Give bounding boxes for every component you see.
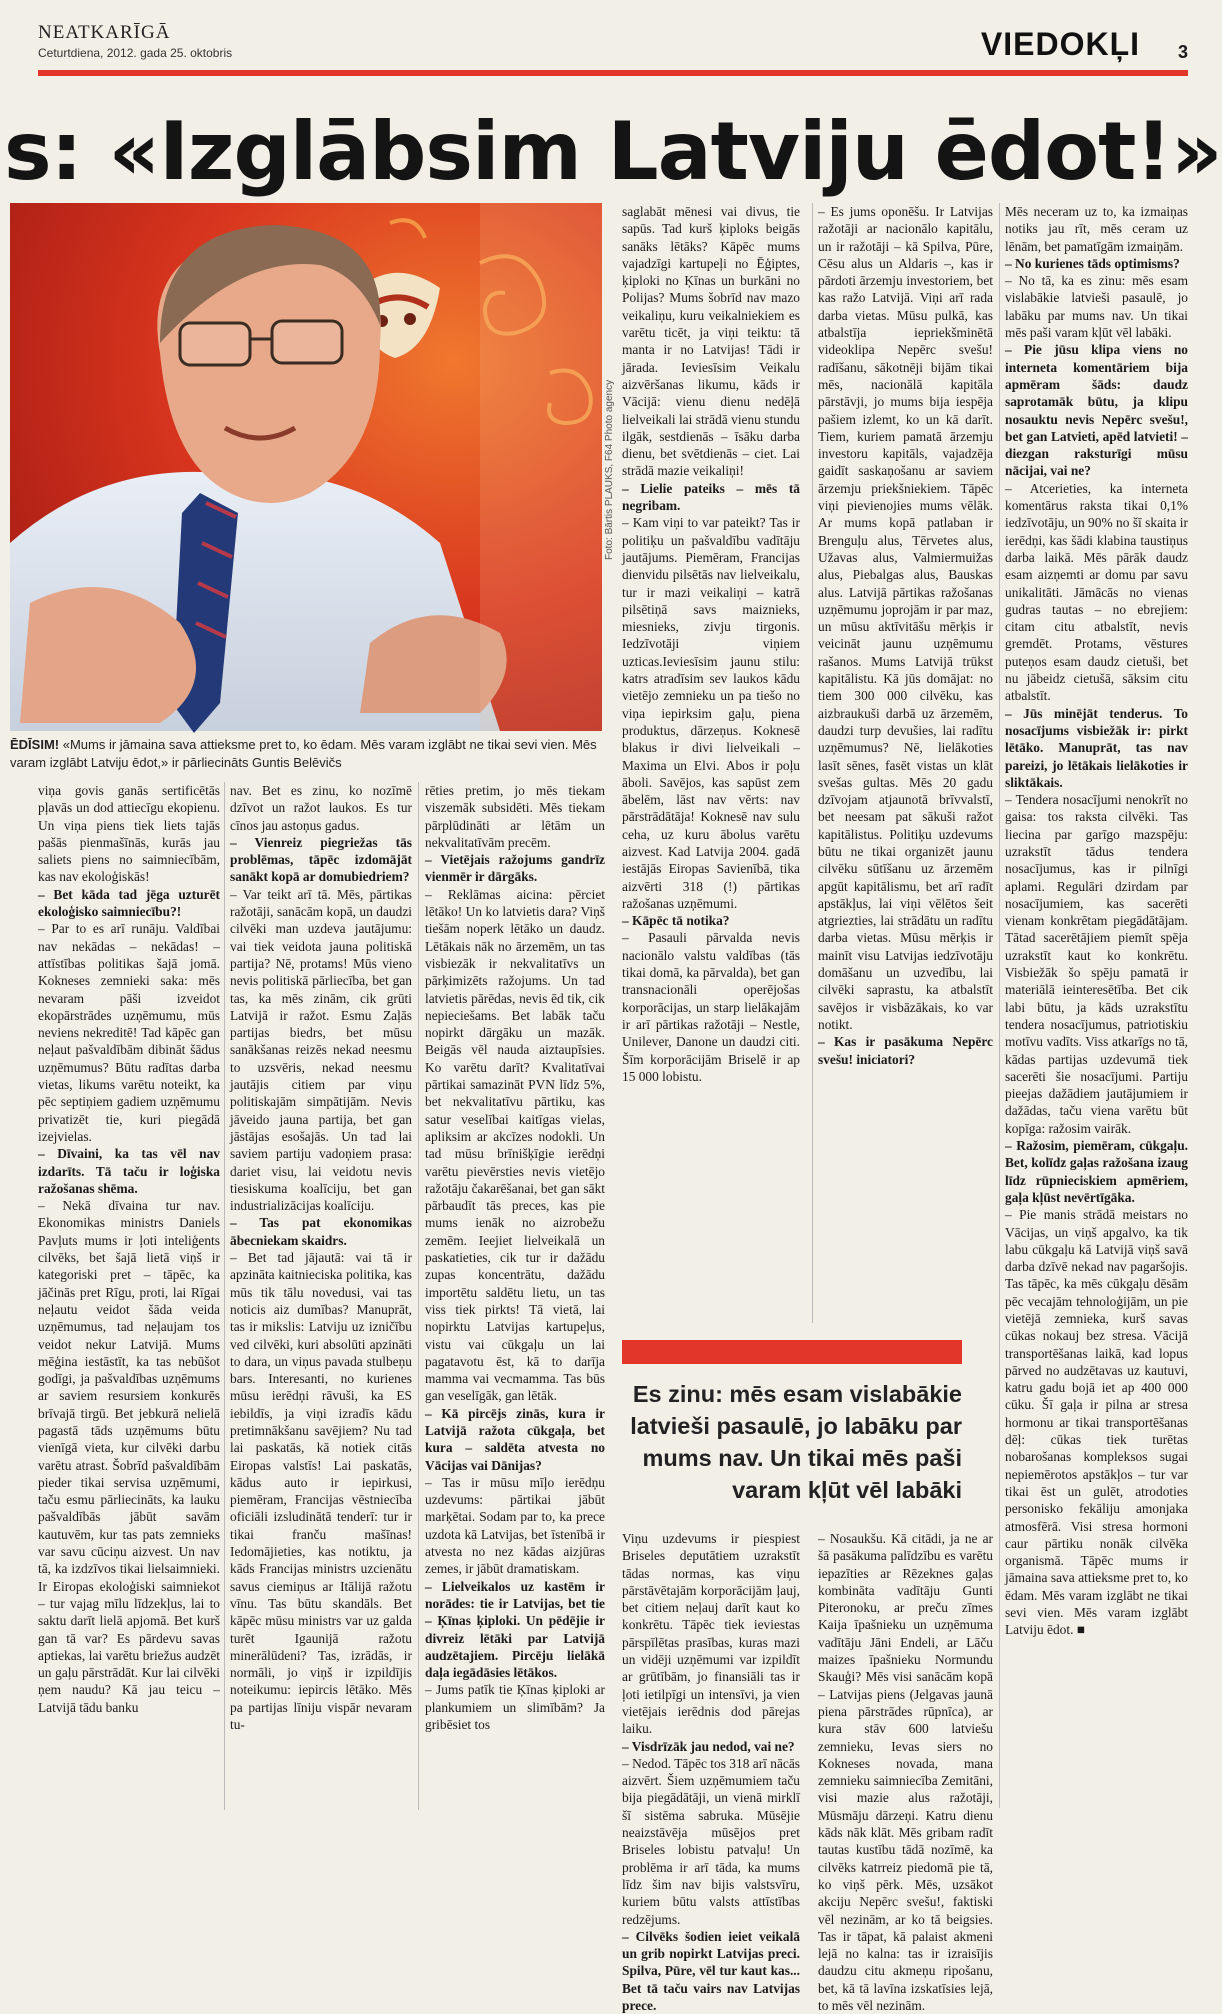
page-number: 3 bbox=[1177, 42, 1188, 62]
text-column-3-top bbox=[622, 203, 800, 1084]
article-paragraph: – Tas ir mūsu mīļo ierēdņu uzdevums: pārtikai jābūt marķētai. Sodam par to, ka prece uzdota kā Latvijas, bet īstenībā ir atvesta no nez kādas aizjūras zemes, ir jābūt dramatiskam. bbox=[425, 1474, 605, 1577]
text-column-1 bbox=[38, 782, 220, 1812]
article-paragraph: Viņu uzdevums ir piespiest Briseles deputātiem uzrakstīt tādas normas, kas viņu pārstāvētajām korporācijām ļauj, bet citiem neļauj darīt kaut ko konkrētu. Tāpēc tiek ieviestas pārspīlētas prasības, kuras mazi un vidēji uzņēmumi var izpildīt ar grūtībām, jo finansiāli tas ir ļoti ietilpīgi un intensīvi, ja vien vietējais ierēdnis dod pārejas laiku. bbox=[622, 1531, 800, 1737]
pull-quote: Es zinu: mēs esam vislabākie latvieši pasaulē, jo labāku par mums nav. Un tikai mēs paši varam kļūt vēl labāki bbox=[630, 1381, 962, 1503]
newspaper-name: NEATKARĪGĀ bbox=[38, 22, 171, 43]
column-divider bbox=[999, 203, 1000, 1808]
photo-caption bbox=[10, 736, 600, 772]
article-paragraph: saglabāt mēnesi vai divus, tie sapūs. Tad kurš ķiploks beigās sanāks lētāks? Kāpēc mums vajadzīgi kartupeļi no Ēģiptes, ķiploki no Ķīnas un burkāni no Polijas? Mums šobrīd nav mazo veikaliņu, kuru veikalniekiem es varētu ticēt, ja viņi teiktu: tā manta ir no Latvijas! Tādi ir jārada. Ieviesīsim Veikalu aizvēršanas likumu, kāds ir Vācijā: vienu dienu nedēļā lielveikali lai strādā vienu stundu ilgāk, sestdienās – īsāku darba dienu, bet svētdienās – ciet. Lai strādā mazie veikaliņi! bbox=[622, 204, 800, 479]
article-paragraph: – Nedod. Tāpēc tos 318 arī nācās aizvērt. Šiem uzņēmumiem taču bija piegādātāji, un vienā mirklī šī sistēma sabruka. Mūsējie neaizstāvēja mūsējos pret Briseles lobistu patvaļu! Un problēma ir arī tāda, ka mums līdz šim nav bijis valstsvīru, kuriem būtu valsts attīstības redzējums. bbox=[622, 1755, 800, 1927]
interview-question: – Vietējais ražojums gandrīz vienmēr ir dārgāks. bbox=[425, 852, 605, 885]
interview-question: – Kas ir pasākuma Nepērc svešu! iniciatori? bbox=[818, 1034, 993, 1067]
interview-question: – Tas pat ekonomikas ābecniekam skaidrs. bbox=[230, 1215, 412, 1248]
article-paragraph: rēties pretim, jo mēs tiekam viszemāk subsidēti. Mēs tiekam pārplūdināti ar lētām un nekvalitatīvām precēm. bbox=[425, 783, 605, 850]
article-paragraph: – Reklāmas aicina: pērciet lētāko! Un ko latvietis dara? Viņš tiešām noperk lētāko un daudz. Lētākais nāk no ārzemēm, un tas visbiezāk ir nekvalitatīvs un pārķimizēts ražojums. Un tad latvietis pārēdas, nevis ēd tik, cik nepieciešams. Bet labāk taču nopirkt dārgāku un mazāk. Beigās vēl nauda aiztaupīsies. Ko varētu darīt? Kvalitatīvai pārtikai samazināt PVN līdz 5%, bet nekvalitatīvu pārtiku, kas satur veselībai kaitīgas vielas, apliksim ar akcīzes nodokli. Un tad mūsu brīnišķīgie ierēdņi varētu pievērsties nevis vietējo ražotāju čakarēšanai, bet gan sākt pārbaudīt tās preces, kas pie mums ienāk no aizrobežu zemēm. Ieejiet lielveikalā un paskatieties, cik tur ir dažādu zupas koncentrātu, dažādu importētu saldētu lietu, un tas viss tiek pirkts! Tā vietā, lai nopirktu Latvijas kartupeļus, vistu vai cūkgaļu un lai pagatavotu ēst, kā to darīja mamma vai vecmamma. Tas būs gan veselīgāk, gan lētāk. bbox=[425, 886, 605, 1404]
article-paragraph: – Var teikt arī tā. Mēs, pārtikas ražotāji, sanācām kopā, un daudzi cilvēki man uzdeva jautājumu: vai tiek veidota jauna politiskā partija? Nē, protams! Mūs vieno nevis politiskā pārliecība, bet gan tas, ka mēs zinām, cik grūti Latvijā ir ražot. Esmu Zaļās partijas biedrs, bet mūsu sanākšanas reizēs nekad neesmu to uzsvēris, nekad neesmu jautājis citiem par viņu politiskajām simpātijām. Nevis jāveido jauna partija, bet gan jāstājas esošajās. Un tad lai saviem partiju vadoņiem prasa: dariet visu, lai veidotu nevis tiesiskuma koalīciju, bet gan industrializācijas koalīciju. bbox=[230, 886, 412, 1214]
column-divider bbox=[224, 782, 225, 1810]
issue-date: Ceturtdiena, 2012. gada 25. oktobris bbox=[38, 46, 233, 60]
text-column-3-bottom bbox=[425, 782, 605, 1812]
caption-lead: ĒDĪSIM! bbox=[10, 737, 60, 752]
header-red-rule bbox=[38, 70, 1188, 76]
article-paragraph: – Atcerieties, ka interneta komentārus raksta tikai 0,1% iedzīvotāju, un 90% no šī skaita ir ierēdņi, kas šādi klabina taustiņus darba laikā. Mēs pārāk daudz esam aizņemti ar domu par savu unikalitāti. Jāmācās no vienas gudras tautas – no ebrejiem: citam citu atbalstīt, nevis gremdēt. Protams, vēstures puteņos esam daudz cietuši, bet nu jābeidz cietušā, sāksim citu atbalstīt. bbox=[1005, 480, 1188, 704]
article-paragraph: – Es jums oponēšu. Ir Latvijas ražotāji ar nacionālo kapitālu, un ir ražotāji – kā Spilva, Pūre, Cēsu alus un Aldaris –, kas ir pārdoti ārzemju investoriem, bet kas ražo Latvijā. Viņi arī rada darba vietas. Mūsu pulkā, kas atbalstīja iepriekšminētā videoklipa Nepērc svešu! radīšanu, sākotnēji bijām tikai mēs, nacionālā kapitāla pārstāvji, jo mums bija iespēja pašiem izlemt, ko un kā darīt. Tiem, kuriem pamatā ārzemju investoru kapitāls, vajadzēja gaidīt saskaņošanu ar saviem ārzemju priekšniekiem. Tāpēc viņi pievienojies mums vēlāk. Ar mums kopā patlaban ir Brenguļu alus, Tērvetes alus, Užavas alus, Valmiermuižas alus, Piebalgas alus, Bauskas alus. Latvijā pārtikas ražošanas uzņēmumu joprojām ir par maz, un mūsu aktīvitāšu mērķis ir veicināt jaunu uzņēmumu rašanos. Mums Latvijā trūkst kapitālistu. Kā jūs domājat: no tiem 300 000 cilvēku, kas aizbraukuši darbā uz ārzemēm, daudzi turp devušies, lai radītu uzņēmumus? Nē, lielākoties lasīt sēnes, fasēt vistas un klāt svešas gultas. Mēs 20 gadu dzīvojam atjaunotā brīvvalstī, bet neesam pat sākuši ražot kapitālistus. Politiķu uzdevums būtu ne tikai organizēt jaunu cilvēku sūtīšanu uz ārzemēm apgūt kapitālismu, bet arī radīt apstākļus, lai viņi vēlētos šeit atgriezties, lai strādātu un radītu darba vietas. Mūsu mērķis ir mainīt visu Latvijas iedzīvotāju domāšanu un uzvedību, lai cilvēki saprastu, ka atbalstīt savējos ir visbāzākais, ko var notikt. bbox=[818, 204, 993, 1032]
interview-question: – Bet kāda tad jēga uzturēt ekoloģisko saimniecību?! bbox=[38, 886, 220, 920]
interview-question: – No kurienes tāds optimisms? bbox=[1005, 255, 1180, 271]
interview-question: – Cilvēks šodien ieiet veikalā un grib nopirkt Latvijas preci. Spilva, Pūre, vēl tur kaut kas... Bet tā taču vairs nav Latvijas prece. bbox=[622, 1928, 800, 2014]
caption-text: «Mums ir jāmaina sava attieksme pret to, ko ēdam. Mēs varam izglābt ne tikai sevi vien. Mēs varam izglābt Latviju ēdot,» ir pārliecināts Guntis Belēvičs bbox=[10, 737, 597, 770]
article-paragraph: – Nosaukšu. Kā citādi, ja ne ar šā pasākuma palīdzību es varētu iepazīties ar Rēzeknes gaļas kombināta vadītāju Gunti Piteronoku, ar preču zīmes Kaija īpašnieku un uzņēmuma vadītāju Jāni Endeli, ar Lāču maizes īpašnieku Normundu Skauģi? Mēs visi sanācām kopā – Latvijas piens (Jelgavas jaunā piena pārstrādes rūpnīca), ar kura stāv 600 latviešu zemnieku, Ievas siers no Kokneses novada, mana zemnieku saimniecība Zemitāni, visi mazie alus ražotāji, Mūsmāju dārzeņi. Katru dienu kāds nāk klāt. Mēs gribam radīt tautas kustību tādā nozīmē, ka cilvēks katrreiz piedomā pie tā, ko viņš pērk. Mēs, uzsākot akciju Nepērc svešu!, faktiski vēl nezinām, ar ko tā beigsies. Tas ir tāpat, kā palaist akmeni lejā no kalna: tas ir izraisījis daudzu citu akmeņu ripošanu, bet, kā tā lavīna izskatīsies lejā, to mēs vēl nezinām. bbox=[818, 1531, 993, 2014]
article-paragraph: – Pasauli pārvalda nevis nacionālo valstu valdības (tās tikai domā, ka pārvalda), bet gan transnacionāli operējošas korporācijas, un starp lielākajām ir arī pārtikas ražotāji – Nestle, Unilever, Danone un daudzi citi. Šīm korporācijām Briselē ir ap 15 000 lobistu. bbox=[622, 930, 800, 1084]
article-paragraph: viņa govis ganās sertificētās pļavās un dod attiecīgu ekopienu. Un viņa piens tiek liets tajās pašās pienmašīnās, kurās jau saliets piens no saimniecībām, kas nav ekoloģiskās! bbox=[38, 783, 220, 885]
text-column-5 bbox=[1005, 203, 1188, 1810]
interview-question: – Lielveikalos uz kastēm ir norādes: tie ir Latvijas, bet tie – Ķīnas ķiploki. Un pēdējie ir divreiz lētāki par Latvijā audzētajiem. Pircēju lielākā daļa iegādāsies lētākos. bbox=[425, 1578, 605, 1681]
interview-question: – Kāpēc tā notika? bbox=[622, 913, 730, 929]
article-paragraph: – Jums patīk tie Ķīnas ķiploki ar plankumiem un slimībām? Ja gribēsiet tos bbox=[425, 1682, 605, 1733]
column-divider bbox=[418, 782, 419, 1810]
interview-question: – Pie jūsu klipa viens no interneta komentāriem bija apmēram šāds: daudz saprotamāk būtu, ja klipu nosauktu nevis Nepērc svešu!, bet gan Latvieti, apēd latvieti! – diezgan raksturīgi mūsu nācijai, vai ne? bbox=[1005, 342, 1188, 479]
article-paragraph: – Pie manis strādā meistars no Vācijas, un viņš apgalvo, ka tik labu cūkgaļu kā Latvijā viņš savā darba dzīvē nekad nav pagaršojis. Tas tāpēc, ka mēs cūkgaļu dēsām pēc vecajām tehnoloģijām, un pie vietējā zemnieka, kurš savas cūkas nokauj bez stresa. Vācijā transportēšanas laikā, kad lopus pārved no audzētavas uz kautuvi, katru gadu bojā iet ap 400 000 cūku. Šī gaļa ir pilna ar stresa hormonu ar tikai transportēšanas dēļ: cūkas tiek turētas nobarošanas kompleksos sugai nepiemērotos apstākļos – tur var tikai ēst un gulēt, atrodoties personisko fekāliju amonjaka atmosfērā. Visi stresa hormoni caur pārtiku nonāk cilvēka organismā. Tāpēc mums ir jāmaina sava attieksme pret to, ko ēdam. Mēs varam izglābt ne tikai sevi vien. Mēs varam izglābt Latviju ēdot. ■ bbox=[1005, 1207, 1188, 1638]
text-column-4-bottom bbox=[818, 1530, 993, 2014]
interview-question: – Dīvaini, ka tas vēl nav izdarīts. Tā taču ir loģiska ražošanas shēma. bbox=[38, 1146, 220, 1196]
section-label: VIEDOKĻI bbox=[980, 26, 1140, 62]
photo-credit: Foto: Bārtis PLAUKS, F64 Photo agency bbox=[604, 379, 615, 560]
article-paragraph: – Par to es arī runāju. Valdībai nav nekādas – nekādas! – attīstības politikas šajā jomā. Kokneses zemnieki saka: mēs nevaram pāši izveidot ekopārstrādes uzņēmumu, mūs neviens nekreditē! Tad kāpēc gan neļaut pašvaldībām dibināt šādus uzņēmumus? Būtu radītas darba vietas, likums varētu noteikt, ka pēc septiņiem gadiem uzņēmumu privatizēt tie, kuri piegādā izejvielas. bbox=[38, 921, 220, 1144]
masthead bbox=[38, 22, 232, 60]
article-photo bbox=[10, 203, 602, 731]
article-headline: s: «Izglābsim Latviju ēdot!» bbox=[4, 105, 1222, 198]
text-column-2 bbox=[230, 782, 412, 1812]
pull-quote-bar bbox=[622, 1340, 962, 1364]
column-divider bbox=[812, 203, 813, 1323]
interview-question: – Lielie pateiks – mēs tā negribam. bbox=[622, 480, 800, 514]
interview-question: – Visdrīzāk jau nedod, vai ne? bbox=[622, 1738, 795, 1754]
text-column-4-middle bbox=[622, 1530, 800, 2014]
interview-question: – Ražosim, piemēram, cūkgaļu. Bet, kolīdz gaļas ražošana izaug līdz rūpnieciskiem apmēriem, gaļa kļūst nevērtīgāka. bbox=[1005, 1138, 1188, 1205]
interview-question: – Vienreiz piegriežas tās problēmas, tāpēc izdomājāt sanākt kopā ar domubiedriem? bbox=[230, 834, 412, 885]
portrait-illustration bbox=[10, 203, 602, 731]
text-column-4-top bbox=[818, 203, 993, 1328]
article-paragraph: Mēs neceram uz to, ka izmaiņas notiks jau rīt, mēs ceram uz lēnām, bet pamatīgām izmaiņām. bbox=[1005, 204, 1188, 254]
interview-question: – Kā pircējs zinās, kura ir Latvijā ražota cūkgaļa, bet kura – saldēta atvesta no Vācijas vai Dānijas? bbox=[425, 1405, 605, 1473]
article-paragraph: nav. Bet es zinu, ko nozīmē dzīvot un ražot laukos. Es tur cīnos jau astoņus gadus. bbox=[230, 783, 412, 833]
article-paragraph: – Bet tad jājautā: vai tā ir apzināta kaitnieciska politika, kas mūs tik tālu novedusi, vai tas noticis aiz dumības? Manuprāt, tas ir mikslis: Latviju uz izničību ved cilvēki, kuri absolūti apzināti to dara, un viņus pavada stulbeņu bars. Interesanti, no kurienes mūsu ierēdņi rāvuši, ka ES iebildīs, ja viņi izradīs kādu pretimnākšanu savējiem? Nu tad lai paskatās, kā notiek citās Eiropas valstīs! Lai paskatās, kādus auto ir iepirkusi, piemēram, Francijas vēstniecība oficiāli izsludinātā tenderī: tur ir tikai franču mašīnas! Iedomājieties, kas notiktu, ja kāds Francijas ministrs uzcienātu savus ciemiņus ar Itālijā ražotu vīnu. Tas būtu skandāls. Bet kāpēc mūsu ministrs var uz galda turēt Igaunijā ražotu minerālūdeni? Tas, izrādās, ir normāli, jo viņš ir izpildījis noteikumu: iepircis lētāko. Mēs pa partijas līniju vispār nevaram tu- bbox=[230, 1250, 412, 1733]
interview-question: – Jūs minējāt tenderus. To nosacījums visbiežāk ir: pirkt lētāko. Manuprāt, tas nav pareizi, jo lētākais lielākoties ir sliktākais. bbox=[1005, 705, 1188, 790]
article-paragraph: – Nekā dīvaina tur nav. Ekonomikas ministrs Daniels Pavļuts mums ir ļoti inteliģents cilvēks, bet šajā lietā viņš ir kategoriski pret – tāpēc, ka jāčinās pret Rīgu, proti, lai Rīgai neļautu veidot šāda veida uzņēmumus, tad neļaujam tos veidot nekur Latvijā. Mums mēģina iestāstīt, ka tas nebūšot godīgi, ja pašvaldības uzņēmums ar saviem resursiem konkurēs brīvajā tirgū. Bet jebkurā nelielā pagastā tāds uzņēmums būtu vienīgā vieta, kur cilvēki darbu varētu atrast. Šobrīd pašvaldībām pieder tikai servisa uzņēmumi, taču esmu pārliecināts, ka lauku pašvaldībās jābūt savām kautuvēm, kur tas pats zemnieks var savu cūciņu aizvest. Un nav tā, ka izdzīvos tikai lielsaimnieki. Ir Eiropas ekoloģiski saimniekot – tur vajag mīlu līdzekļus, lai to saktu darīt lielā apjomā. Bet kurš gan tā var? Es pārdevu savas aptiekas, lai varētu briežus audzēt un gaļu pārstrādāt. Kur lai cilvēki ņem naudu? Kā jau teicu – Latvijā tādu banku bbox=[38, 1198, 220, 1715]
article-paragraph: – Kam viņi to var pateikt? Tas ir politiķu un pašvaldību vadītāju jautājums. Piemēram, Francijas dienvidu pilsētās nav lielveikalu, tur ir mazi veikaliņi – katrā pilsētiņā savs maiznieks, miesnieks, zivju tirgonis. Iedzīvotāji viņiem uzticas.Ieviesīsim jaunu stilu: katrs atradīsim sev laukos kādu vietējo zemnieku un pa tiešo no viņa iepirksim gaļu, piena produktus, dārzeņus. Koknesē blakus ir divi lielveikali – Maxima un Elvi. Abos ir poļu āboli. Savējos, kas sapūst zem ābelēm, lāst nav vērts: nav pārstrādātāja! Koknesē nav sulu ceha, uz kuru ābolus varētu aizvest. Kad Latvija 2004. gadā iestājās Eiropas Savienībā, tika aizvērti 318 (!) pārtikas ražošanas uzņēmumi. bbox=[622, 515, 800, 911]
article-paragraph: – Tendera nosacījumi nenokrīt no gaisa: tos raksta cilvēki. Tas liecina par garīgo mazspēju: uzrakstīt tādus tendera nosacījumus, kas ir pilnīgi aplami. Regulāri dzirdam par nosacījumiem, kas sacerēti vienam konkrētam piegādātājam. Tātad sacerētājiem piemīt spēja uzrakstīt kaut ko konkrētu. Visbiežāk šo spēju pamatā ir materiālā ieinteresētība. Bet cik labi būtu, ja kāds uzrakstītu tendera nosacījumus, patriotiskiu motīvu vadīts. Viss atkarīgs no tā, kādas partijas uzdevumā tiek sacerēti šie nosacījumi. Partiju pieejas dažādiem jautājumiem ir dažādas, taču viena varētu būt kopīga: ražosim vairāk. bbox=[1005, 792, 1188, 1136]
article-paragraph: – No tā, ka es zinu: mēs esam vislabākie latvieši pasaulē, jo labāku par mums nav. Un tikai mēs paši varam kļūt vēl labāki. bbox=[1005, 273, 1188, 341]
